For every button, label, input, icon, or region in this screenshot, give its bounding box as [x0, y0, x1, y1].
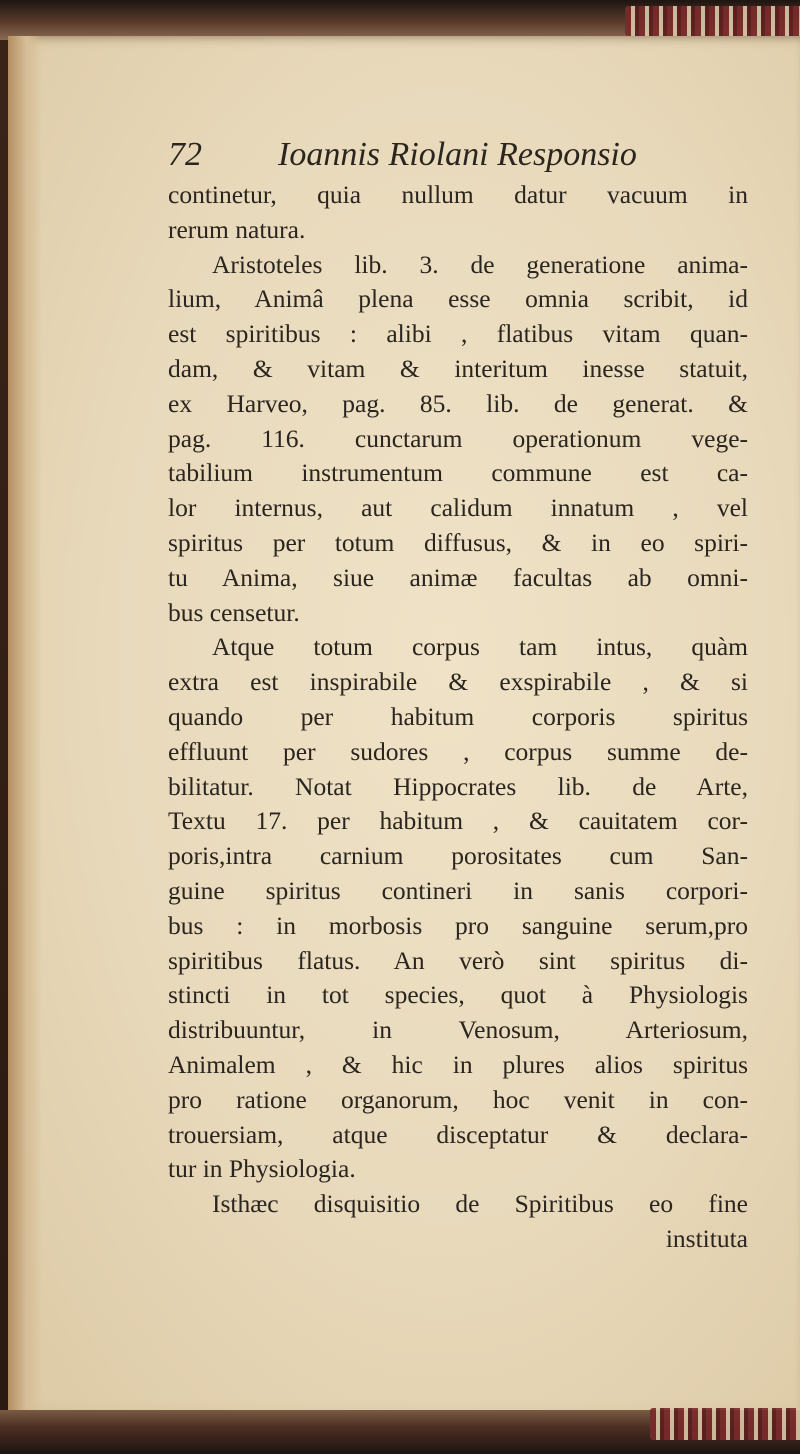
text-line: pag. 116. cunctarum operationum vege- — [168, 423, 748, 453]
text-line: bus censetur. — [168, 597, 300, 627]
text-line: trouersiam, atque disceptatur & declara- — [168, 1119, 748, 1149]
text-line: pro ratione organorum, hoc venit in con- — [168, 1084, 748, 1114]
page-number: 72 — [168, 136, 202, 173]
text-line: dam, & vitam & interitum inesse statuit, — [168, 353, 748, 383]
headband-bottom — [650, 1408, 800, 1440]
text-line: Isthæc disquisitio de Spiritibus eo fine — [212, 1189, 748, 1219]
text-line: bus : in morbosis pro sanguine serum,pro — [168, 910, 748, 940]
text-line: lor internus, aut calidum innatum , vel — [168, 493, 748, 523]
text-line: tu Anima, siue animæ facultas ab omni- — [168, 562, 748, 592]
running-head-title: Ioannis Riolani Responsio — [278, 136, 637, 173]
text-line: Atque totum corpus tam intus, quàm — [212, 632, 748, 662]
text-line: distribuuntur, in Venosum, Arteriosum, — [168, 1015, 748, 1045]
catchword: instituta — [665, 1223, 748, 1253]
text-block — [168, 132, 748, 1257]
text-line: tur in Physiologia. — [168, 1154, 356, 1184]
headband-top — [625, 6, 800, 36]
text-line: est spiritibus : alibi , flatibus vitam quan- — [168, 319, 748, 349]
text-line: spiritus per totum diffusus, & in eo spiri- — [168, 527, 748, 557]
text-line: spiritibus flatus. An verò sint spiritus di- — [168, 945, 748, 975]
page-gutter — [8, 36, 42, 1414]
text-line: stincti in tot species, quot à Physiologis — [168, 980, 748, 1010]
text-line: Textu 17. per habitum , & cauitatem cor- — [168, 806, 748, 836]
text-line: poris,intra carnium porositates cum San- — [168, 841, 748, 871]
text-line: lium, Animâ plena esse omnia scribit, id — [168, 284, 748, 314]
text-line: extra est inspirabile & exspirabile , & si — [168, 667, 748, 697]
running-head — [168, 132, 748, 178]
text-line: effluunt per sudores , corpus summe de- — [168, 736, 748, 766]
text-line: quando per habitum corporis spiritus — [168, 701, 748, 731]
text-line: rerum natura. — [168, 214, 306, 244]
text-line: guine spiritus contineri in sanis corpori- — [168, 875, 748, 905]
text-line: Animalem , & hic in plures alios spiritus — [168, 1049, 748, 1079]
text-line: continetur, quia nullum datur vacuum in — [168, 180, 748, 209]
text-line: bilitatur. Notat Hippocrates lib. de Arte, — [168, 771, 748, 801]
text-line: ex Harveo, pag. 85. lib. de generat. & — [168, 388, 748, 418]
text-line: tabilium instrumentum commune est ca- — [168, 458, 748, 488]
book-page — [8, 36, 800, 1414]
text-line: Aristoteles lib. 3. de generatione anima- — [212, 249, 748, 279]
